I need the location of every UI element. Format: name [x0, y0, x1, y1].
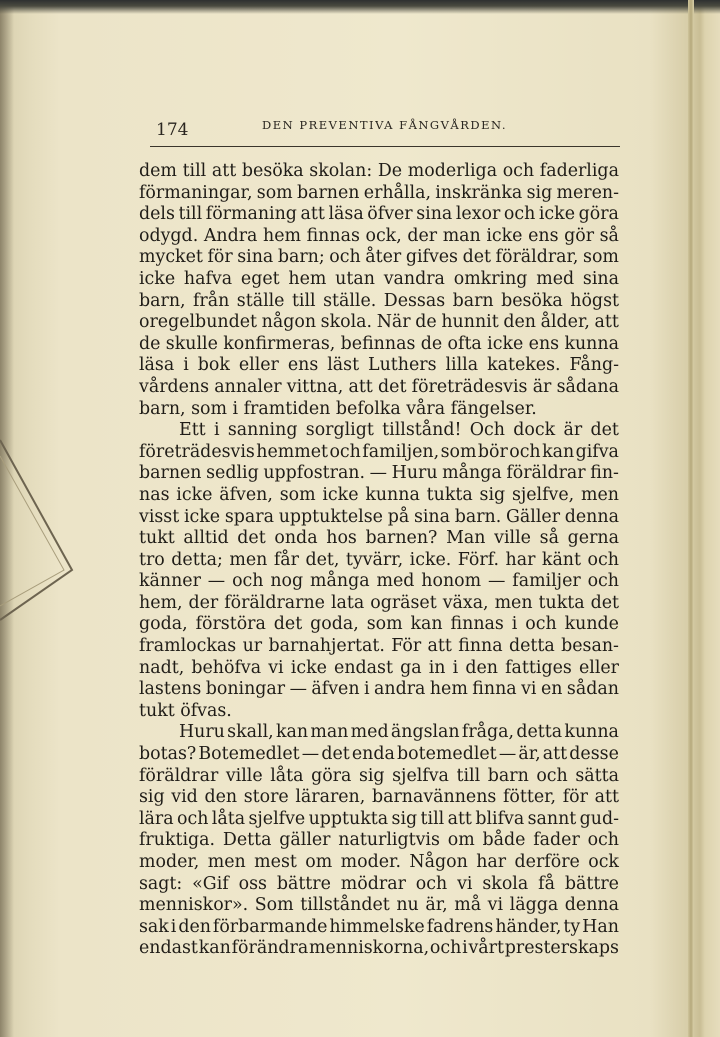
- text-line: känner — och nog många med honom — familjer och: [139, 571, 619, 592]
- page-top-shadow: [0, 0, 720, 14]
- text-line: dem till att besöka skolan: De moderliga och faderliga: [139, 161, 619, 181]
- running-head: DEN PREVENTIVA FÅNGVÅRDEN.: [262, 118, 507, 132]
- text-line: sig vid den store läraren, barnavännens fötter, för att: [139, 787, 619, 808]
- text-line: visst icke spara upptuktelse på sina barn. Gäller denna: [139, 506, 619, 527]
- text-line: tro detta; men får det, tyvärr, icke. Förf. har känt och: [139, 549, 619, 570]
- text-line: lastens boningar — äfven i andra hem finna vi en sådan: [139, 679, 619, 700]
- text-line: mycket för sina barn; och åter gifves det föräldrar, som: [139, 247, 619, 268]
- text-line: företrädesvis hemmet och familjen, som bör och kan gifva: [139, 441, 619, 462]
- text-line: de skulle konfirmeras, befinnas de ofta icke ens kunna: [139, 333, 619, 354]
- text-line: dels till förmaning att läsa öfver sina lexor och icke göra: [139, 204, 619, 225]
- body-text: [139, 161, 619, 960]
- text-line: endast kan förändra menniskorna, och i vårt presterskaps: [139, 938, 619, 959]
- text-line: menniskor». Som tillståndet nu är, må vi lägga denna: [139, 895, 619, 916]
- page-fold-mark: [0, 430, 80, 630]
- text-line: hem, der föräldrarne lata ogräset växa, men tukta det: [139, 592, 619, 613]
- text-line: föräldrar ville låta göra sig sjelfva till barn och sätta: [139, 765, 619, 786]
- text-line: moder, men mest om moder. Någon har derföre ock: [139, 852, 619, 872]
- text-line: sak i den förbarmande himmelske fadrens händer, ty Han: [139, 916, 619, 937]
- text-line: tukt öfvas.: [139, 700, 232, 721]
- text-line: lära och låta sjelfve upptukta sig till att blifva sannt gud-: [139, 808, 619, 829]
- text-line: förmaningar, som barnen erhålla, inskränka sig meren-: [139, 182, 619, 203]
- text-line: nadt, behöfva vi icke endast ga in i den fattiges eller: [139, 657, 619, 678]
- text-line: barnen sedlig uppfostran. — Huru många föräldrar fin-: [139, 463, 619, 484]
- text-line: goda, förstöra det goda, som kan finnas i och kunde: [139, 614, 619, 635]
- page-gutter: [688, 0, 694, 1037]
- text-line: nas icke äfven, som icke kunna tukta sig sjelfve, men: [139, 484, 619, 505]
- text-line: sagt: «Gif oss bättre mödrar och vi skola få bättre: [139, 873, 619, 894]
- text-line: vårdens annaler vittna, att det företrädesvis är sådana: [139, 376, 619, 397]
- text-line: tukt alltid det onda hos barnen? Man ville så gerna: [139, 528, 619, 549]
- text-line: barn, som i framtiden befolka våra fängelser.: [139, 398, 537, 419]
- text-line: oregelbundet någon skola. När de hunnit den ålder, att: [139, 312, 619, 333]
- text-line: fruktiga. Detta gäller naturligtvis om både fader och: [139, 830, 619, 851]
- text-line: icke hafva eget hem utan vandra omkring med sina: [139, 268, 619, 289]
- page-header: [150, 116, 620, 147]
- text-line: Huru skall, kan man med ängslan fråga, detta kunna: [179, 722, 619, 743]
- text-line: barn, från ställe till ställe. Dessas barn besöka högst: [139, 290, 619, 311]
- page-number: 174: [156, 120, 189, 140]
- text-line: odygd. Andra hem finnas ock, der man icke ens gör så: [139, 225, 619, 246]
- text-line: läsa i bok eller ens läst Luthers lilla katekes. Fång-: [139, 355, 619, 376]
- text-line: framlockas ur barnahjertat. För att finna detta besan-: [139, 636, 619, 657]
- text-line: botas? Botemedlet — det enda botemedlet — är, att desse: [139, 744, 619, 765]
- text-line: Ett i sanning sorgligt tillstånd! Och dock är det: [179, 420, 619, 441]
